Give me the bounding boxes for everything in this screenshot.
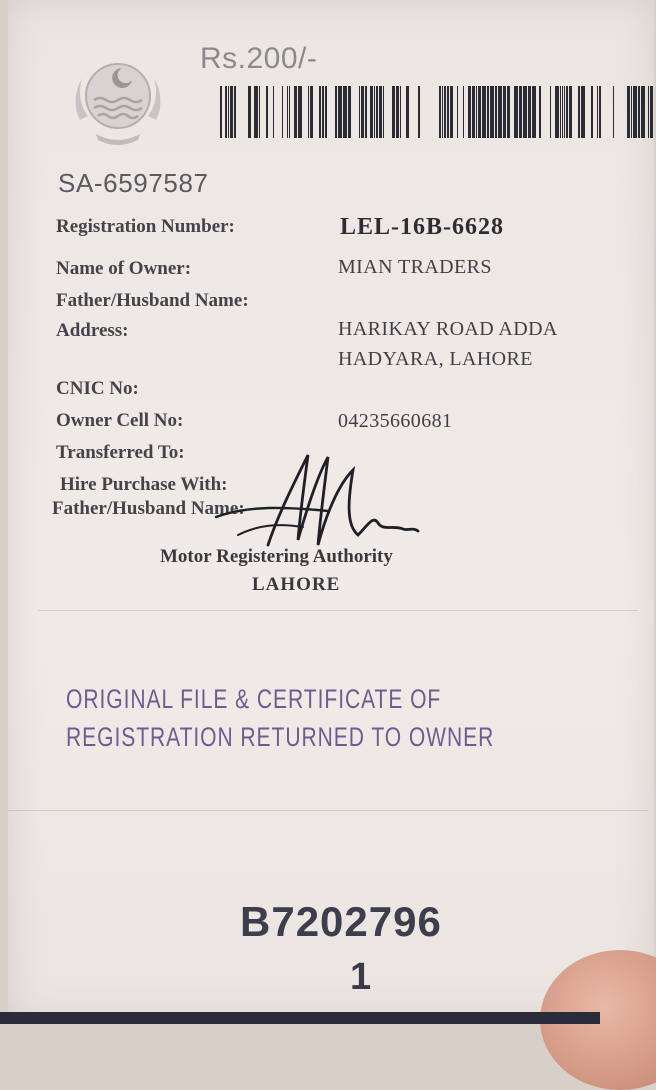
address-line-1: HARIKAY ROAD ADDA bbox=[338, 318, 558, 340]
stamp-text-line-1: ORIGINAL FILE & CERTIFICATE OF bbox=[66, 684, 442, 714]
barcode-icon bbox=[220, 84, 656, 140]
stamp-price: Rs.200/- bbox=[200, 42, 318, 75]
registration-number-value: LEL-16B-6628 bbox=[340, 214, 505, 240]
field-label-registration-number: Registration Number: bbox=[56, 216, 235, 237]
field-label-transferred-to: Transferred To: bbox=[56, 442, 185, 463]
copy-number: 1 bbox=[350, 956, 372, 998]
address-line-2: HADYARA, LAHORE bbox=[338, 348, 533, 370]
paper-crease bbox=[38, 610, 638, 611]
field-label-cnic: CNIC No: bbox=[56, 378, 139, 399]
field-label-owner-name: Name of Owner: bbox=[56, 258, 192, 279]
authority-title: Motor Registering Authority bbox=[160, 546, 393, 567]
field-label-owner-cell: Owner Cell No: bbox=[56, 410, 184, 431]
document-number: B7202796 bbox=[240, 898, 442, 945]
field-label-father-husband-name: Father/Husband Name: bbox=[56, 290, 249, 311]
background-edge bbox=[0, 1012, 600, 1024]
government-emblem-icon bbox=[68, 50, 168, 150]
paper-crease bbox=[8, 810, 648, 811]
field-label-father-husband-name-2: Father/Husband Name: bbox=[52, 498, 245, 519]
registration-document bbox=[8, 0, 654, 1024]
owner-name-value: MIAN TRADERS bbox=[338, 256, 492, 278]
owner-cell-value: 04235660681 bbox=[338, 410, 453, 432]
field-label-address: Address: bbox=[56, 320, 129, 341]
authority-city: LAHORE bbox=[252, 574, 341, 595]
document-serial: SA-6597587 bbox=[58, 168, 209, 198]
stamp-text-line-2: REGISTRATION RETURNED TO OWNER bbox=[66, 722, 495, 752]
field-label-hire-purchase: Hire Purchase With: bbox=[60, 474, 228, 495]
signature-icon bbox=[208, 445, 428, 555]
